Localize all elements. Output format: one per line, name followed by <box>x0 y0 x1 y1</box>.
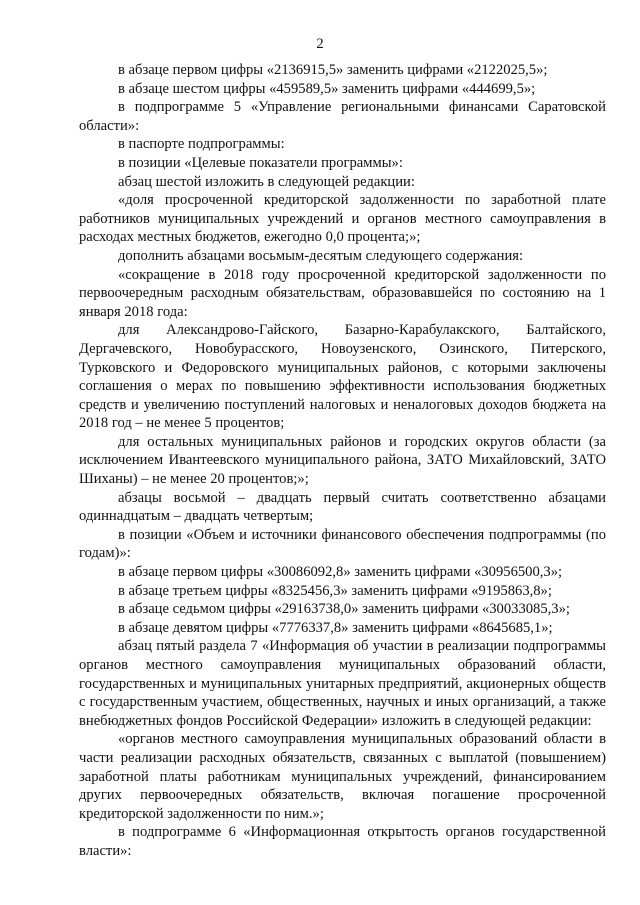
paragraph: в паспорте подпрограммы: <box>118 136 285 153</box>
paragraph: «сокращение в 2018 году просроченной кредиторской задолженности по первоочередным расходным обязательствам, образовавшейся по состоянию на 1 января 2018 года: <box>79 266 606 320</box>
paragraph: в подпрограмме 6 «Информационная открытость органов государственной власти»: <box>79 824 606 859</box>
paragraph: в абзаце первом цифры «30086092,8» заменить цифрами «30956500,3»; <box>118 564 563 581</box>
paragraph: в абзаце шестом цифры «459589,5» заменить цифрами «444699,5»; <box>118 80 536 97</box>
paragraph: в абзаце девятом цифры «7776337,8» заменить цифрами «8645685,1»; <box>118 619 553 636</box>
paragraph: в абзаце первом цифры «2136915,5» заменить цифрами «2122025,5»; <box>118 62 548 78</box>
paragraph: в позиции «Объем и источники финансового обеспечения подпрограммы (по годам)»: <box>79 526 606 562</box>
paragraph: абзац шестой изложить в следующей редакции: <box>118 173 415 190</box>
paragraph: для Александрово-Гайского, Базарно-Карабулакского, Балтайского, Дергачевского, Новобурасского, Новоузенского, Озинского, Питерского, Турковского и Федоровского муниципальных районов, с которыми заключены соглашения о мерах по повышению эффективности использования бюджетных средств и увеличению поступлений налоговых и неналоговых доходов бюджета на 2018 год – не менее 5 процентов; <box>79 322 606 432</box>
page-number: 2 <box>316 36 324 52</box>
paragraph: в подпрограмме 5 «Управление региональными финансами Саратовской области»: <box>79 99 606 134</box>
paragraph: «органов местного самоуправления муниципальных образований области в части реализации расходных обязательств, связанных с выплатой (повышением) заработной платы работникам муниципальных учреждений, финансированием других первоочередных обязательств, включая погашение просроченной кредиторской задолженности по ним.»; <box>79 731 606 822</box>
paragraph: дополнить абзацами восьмым-десятым следующего содержания: <box>118 247 524 264</box>
paragraph: абзацы восьмой – двадцать первый считать соответственно абзацами одиннадцатым – двадцать четвертым; <box>79 489 606 525</box>
paragraph: в абзаце седьмом цифры «29163738,0» заменить цифрами «30033085,3»; <box>118 601 570 618</box>
document-body <box>79 61 606 861</box>
paragraph: абзац пятый раздела 7 «Информация об участии в реализации подпрограммы органов местного самоуправления муниципальных образований области, государственных и муниципальных унитарных предприятий, акционерных обществ с государственным участием, общественных, научных и иных организаций, а также внебюджетных фондов Российской Федерации» изложить в следующей редакции: <box>79 638 606 729</box>
paragraph: в абзаце третьем цифры «8325456,3» заменить цифрами «9195863,8»; <box>118 582 552 599</box>
paragraph: в позиции «Целевые показатели программы»: <box>118 154 403 171</box>
paragraph: для остальных муниципальных районов и городских округов области (за исключением Ивантеевского муниципального района, ЗАТО Михайловский, ЗАТО Шиханы) – не менее 20 процентов;»; <box>79 433 606 488</box>
paragraph: «доля просроченной кредиторской задолженности по заработной плате работников муниципальных учреждений и органов местного самоуправления в расходах местных бюджетов, ежегодно 0,0 процента;»; <box>79 192 606 246</box>
